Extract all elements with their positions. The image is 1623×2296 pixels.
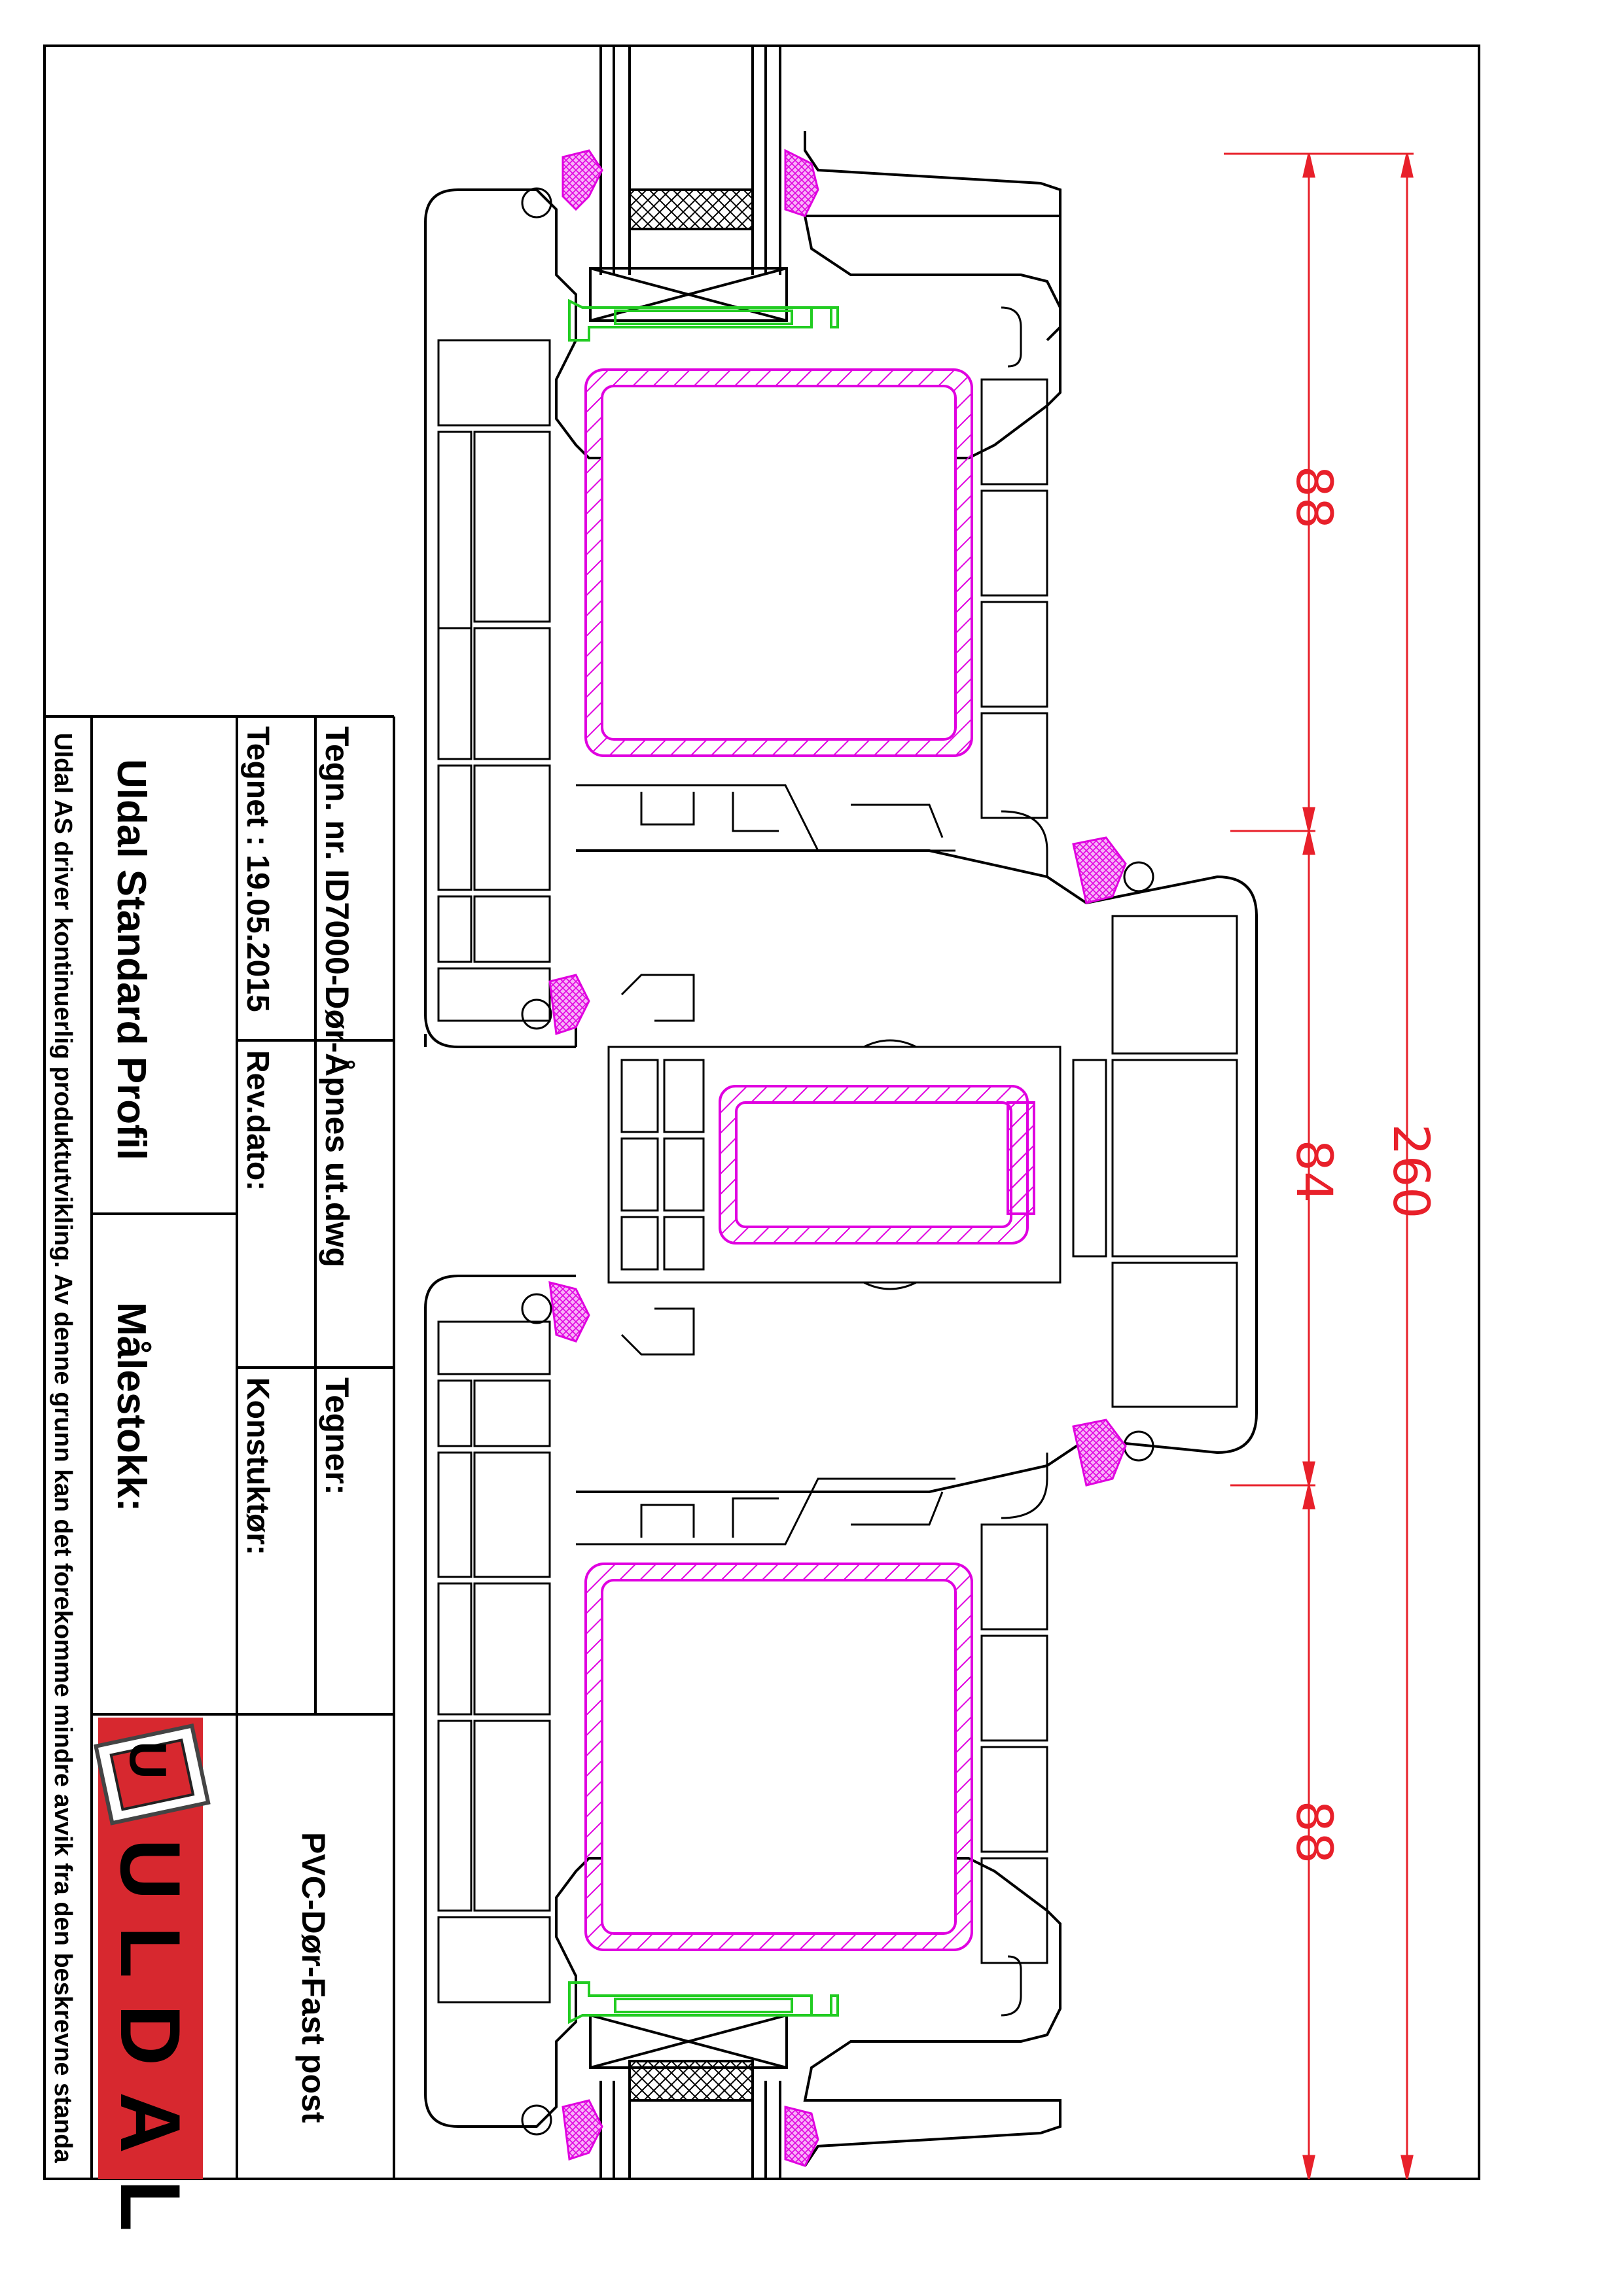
dim-overall: 260 (1382, 1123, 1440, 1219)
designer-label: Konstuktør: (240, 1377, 275, 1555)
frame-outline-top (425, 1021, 576, 1047)
steel-reinforcements (586, 370, 1034, 1950)
drawn-date: Tegnet : 19.05.2015 (240, 726, 275, 1012)
logo-mark: U (118, 1741, 177, 1779)
drawn-by-label: Tegner: (319, 1377, 355, 1495)
logo-text: ULDAL (103, 1839, 198, 2258)
glass-pane-bottom (590, 2015, 787, 2179)
chambers-top-left (438, 340, 550, 1021)
drawing-title: PVC-Dør-Fast post (295, 1832, 332, 2123)
dim-segment-middle: 84 (1285, 1139, 1344, 1203)
disclaimer: Uldal AS driver kontinuerlig produktutvikling. Av denne grunn kan det forekomme mindre avvik fra den beskrevne standa (49, 733, 77, 2163)
chambers-bottom-right (982, 1525, 1047, 1963)
chambers-bottom-left (438, 1322, 550, 2002)
sash-detail-top (576, 785, 1047, 877)
profile-name: Uldal Standard Profil (109, 759, 154, 1161)
scale-label: Målestokk: (109, 1302, 154, 1512)
company-logo (96, 1718, 208, 2257)
drawing-number: Tegn. nr. ID7000-Dør-Åpnes ut.dwg (319, 726, 355, 1267)
glass-pane-top (590, 46, 787, 321)
dim-segment-top: 88 (1285, 465, 1344, 529)
dim-segment-bottom: 88 (1285, 1800, 1344, 1864)
rev-date-label: Rev.dato: (240, 1050, 275, 1192)
sash-detail-bottom (576, 1453, 1047, 1544)
